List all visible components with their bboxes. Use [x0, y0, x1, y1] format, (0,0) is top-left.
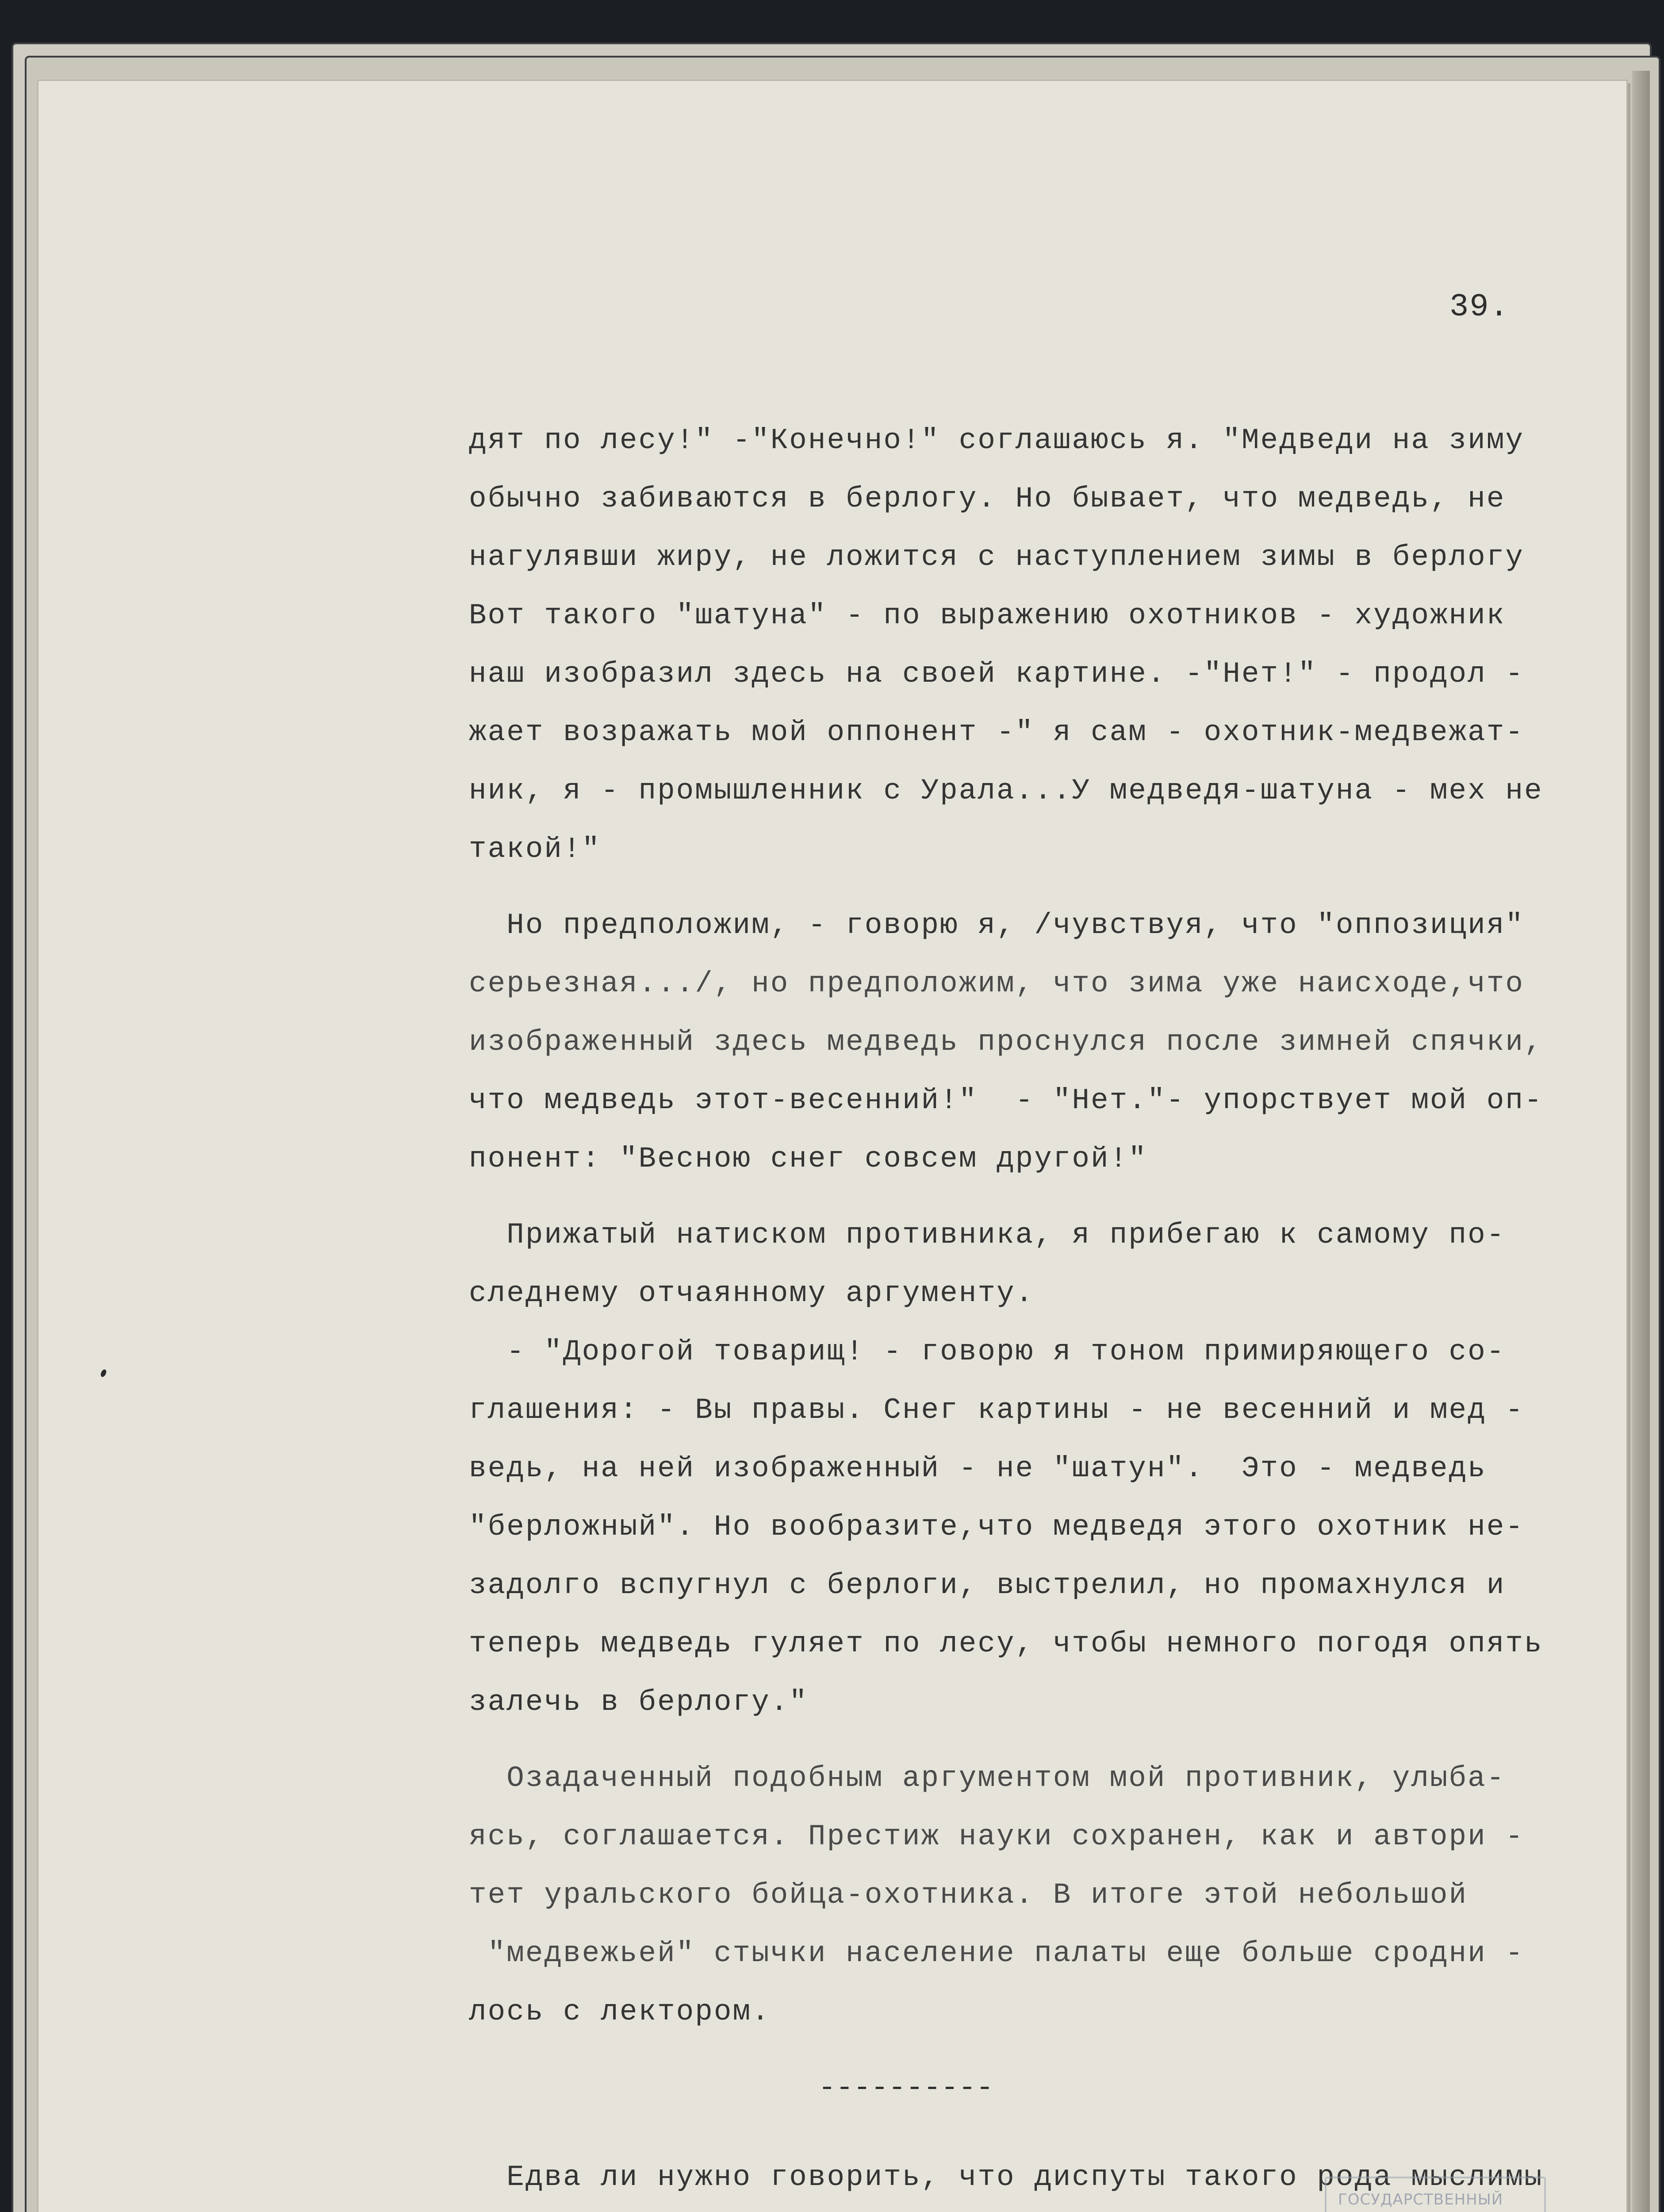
- text-line: глашения: - Вы правы. Снег картины - не весенний и мед -: [469, 1394, 1524, 1427]
- typed-text-block: [469, 411, 1601, 2212]
- section-divider: ----------: [818, 2071, 994, 2104]
- text-line: тет уральского бойца-охотника. В итоге этой небольшой: [469, 1878, 1468, 1912]
- text-line: Озадаченный подобным аргументом мой противник, улыба-: [469, 1762, 1506, 1795]
- text-line: - "Дорогой товарищ! - говорю я тоном примиряющего со-: [469, 1335, 1506, 1368]
- text-line: что медведь этот-весенний!" - "Нет."- упорствует мой оп-: [469, 1084, 1543, 1117]
- text-line: Едва ли нужно говорить, что диспуты такого рода мыслимы: [469, 2161, 1543, 2194]
- page-number: 39.: [1449, 289, 1510, 325]
- text-line: наш изобразил здесь на своей картине. -"Нет!" - продол -: [469, 657, 1524, 691]
- text-line: нагулявши жиру, не ложится с наступлением зимы в берлогу: [469, 541, 1524, 574]
- stamp-line: ГОСУДАРСТВЕННЫЙ: [1338, 2191, 1503, 2208]
- text-line: Но предположим, - говорю я, /чувствуя, что "оппозиция": [469, 909, 1524, 942]
- text-line: залечь в берлогу.": [469, 1686, 808, 1719]
- text-line: Прижатый натиском противника, я прибегаю к самому по-: [469, 1218, 1506, 1252]
- text-line: задолго вспугнул с берлоги, выстрелил, но промахнулся и: [469, 1569, 1506, 1602]
- text-line: "берложный". Но вообразите,что медведя этого охотник не-: [469, 1510, 1524, 1544]
- text-line: лось с лектором.: [469, 1995, 771, 2028]
- text-line: ник, я - промышленник с Урала...У медведя-шатуна - мех не: [469, 774, 1543, 807]
- text-line: такой!": [469, 833, 601, 866]
- text-line: ясь, соглашается. Престиж науки сохранен, как и автори -: [469, 1820, 1524, 1853]
- text-line: серьезная.../, но предположим, что зима уже наисходе,что: [469, 967, 1524, 1000]
- archive-stamp: [1325, 2177, 1546, 2212]
- text-line: понент: "Весною снег совсем другой!": [469, 1142, 1147, 1175]
- text-line: дят по лесу!" -"Конечно!" соглашаюсь я. "Медведи на зиму: [469, 424, 1524, 457]
- text-line: обычно забиваются в берлогу. Но бывает, что медведь, не: [469, 482, 1506, 515]
- page-edges: [1632, 71, 1650, 2212]
- text-line: Вот такого "шатуна" - по выражению охотников - художник: [469, 599, 1506, 632]
- text-line: "медвежьей" стычки население палаты еще больше сродни -: [469, 1937, 1524, 1970]
- text-line: теперь медведь гуляет по лесу, чтобы немного погодя опять: [469, 1627, 1543, 1660]
- text-line: ведь, на ней изображенный - не "шатун". Это - медведь: [469, 1452, 1487, 1485]
- text-line: жает возражать мой оппонент -" я сам - охотник-медвежат-: [469, 716, 1524, 749]
- text-line: следнему отчаянному аргументу.: [469, 1277, 1035, 1310]
- text-line: изображенный здесь медведь проснулся после зимней спячки,: [469, 1025, 1543, 1059]
